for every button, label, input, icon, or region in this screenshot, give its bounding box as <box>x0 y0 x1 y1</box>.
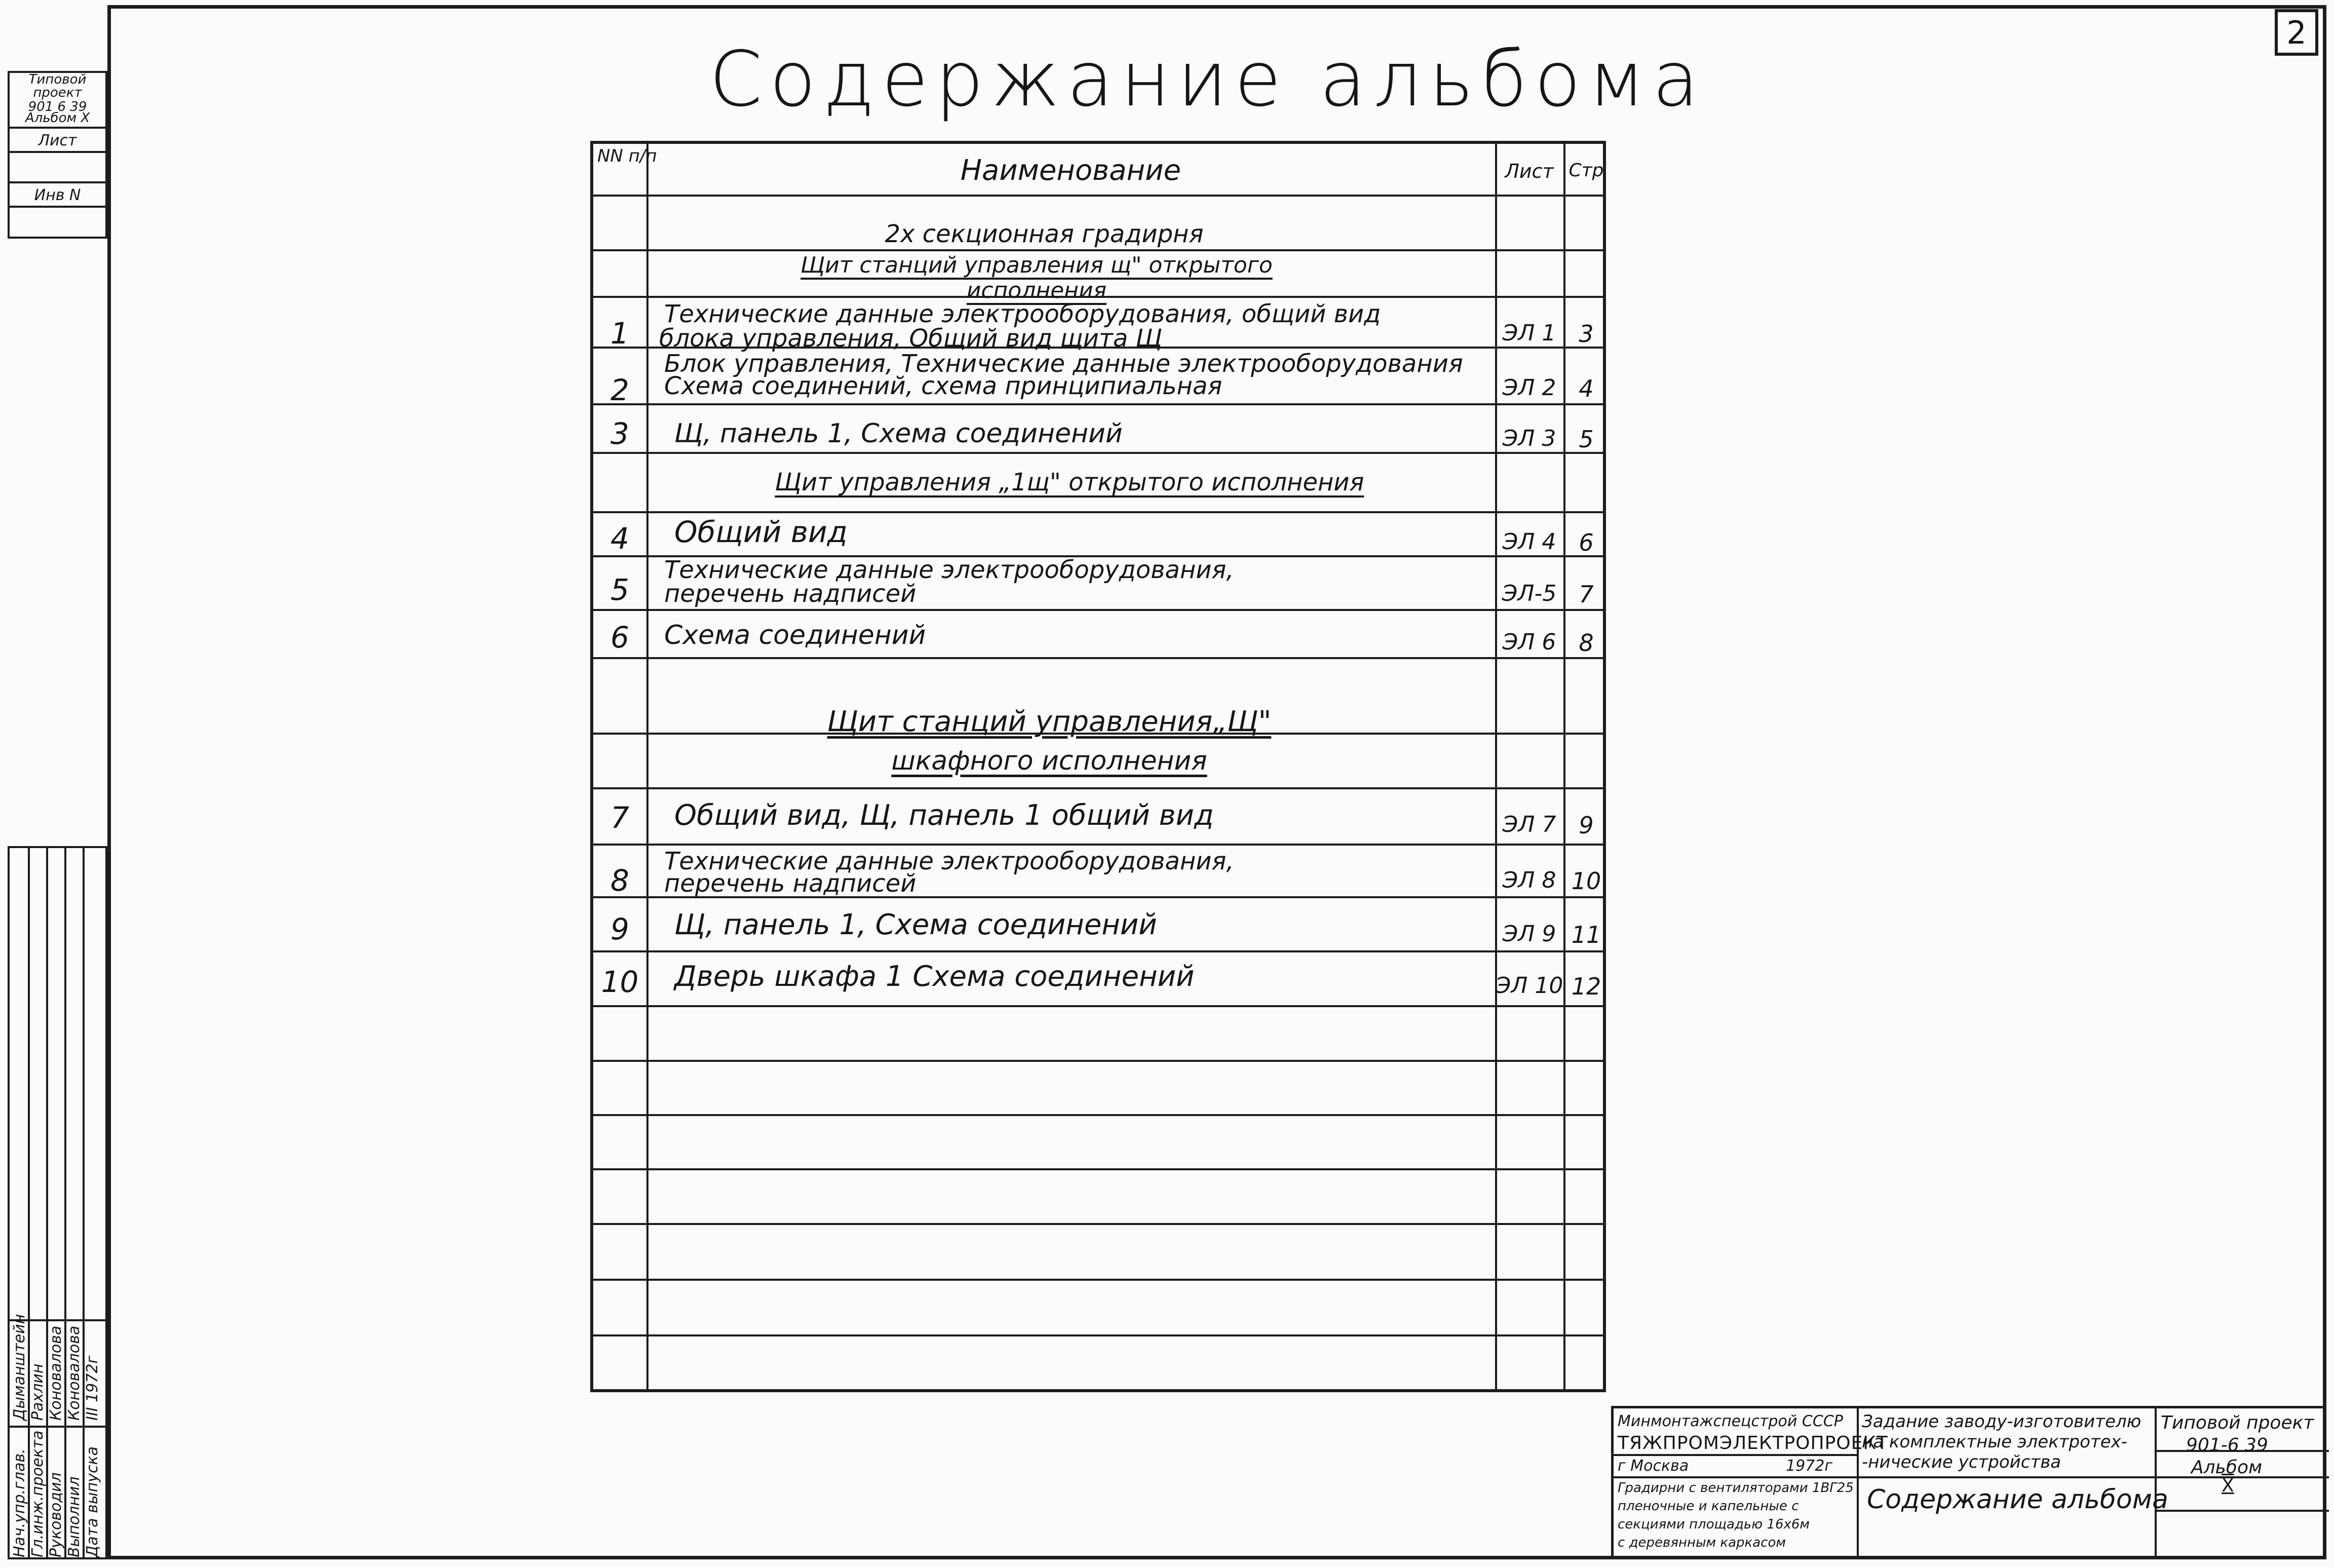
row-page: 9 <box>1579 812 1594 839</box>
task-line: -нические устройства <box>1862 1452 2061 1472</box>
row-name-line: блока управления, Общий вид щита Щ <box>659 324 1163 353</box>
row-name-line: Общий вид <box>674 515 848 549</box>
header-num: NN п/п <box>597 146 657 166</box>
row-page: 12 <box>1571 973 1601 1000</box>
row-num: 2 <box>610 373 629 407</box>
section-title: Щит станций управления щ" открытого исполнения <box>800 252 1273 303</box>
contents-table <box>590 141 1606 1392</box>
row-name-line: Технические данные электрооборудования, <box>664 847 1234 875</box>
left-album-label: Альбом X <box>25 110 90 126</box>
row-num: 7 <box>610 800 629 835</box>
task-line: на комплектные электротех- <box>1862 1432 2128 1452</box>
row-sheet: ЭЛ 10 <box>1495 973 1563 999</box>
row-page: 4 <box>1579 375 1594 402</box>
project-label: Типовой проект <box>2161 1412 2314 1433</box>
role-2: Гл.инж.проекта <box>29 1430 47 1557</box>
album-number: X <box>2222 1475 2234 1496</box>
project-number: 901-6 39 <box>2186 1435 2268 1456</box>
row-page: 8 <box>1579 629 1594 657</box>
row-num: 10 <box>601 965 639 999</box>
name-4: Коновалова <box>65 1325 83 1421</box>
row-name-line: Дверь шкафа 1 Схема соединений <box>674 960 1195 993</box>
org-ministry: Минмонтажспецстрой СССР <box>1618 1412 1843 1430</box>
row-num: 1 <box>610 316 629 351</box>
row-num: 3 <box>610 416 629 451</box>
row-sheet: ЭЛ 7 <box>1502 812 1556 837</box>
role-1: Нач.упр.глав. <box>11 1448 28 1557</box>
row-page: 6 <box>1579 529 1594 556</box>
row-sheet: ЭЛ 2 <box>1502 375 1556 401</box>
header-name: Наименование <box>960 154 1181 187</box>
row-num: 8 <box>610 863 629 898</box>
org-city: г Москва <box>1618 1457 1689 1475</box>
row-name-line: Щ, панель 1, Схема соединений <box>674 418 1123 449</box>
role-3: Руководил <box>47 1472 65 1557</box>
row-sheet: ЭЛ 8 <box>1502 867 1556 893</box>
row-name-line: Блок управления, Технические данные электрооборудования <box>664 350 1463 378</box>
section-title: 2х секционная градирня <box>885 220 1204 248</box>
title-block <box>1611 1406 2326 1559</box>
row-page: 10 <box>1571 867 1601 895</box>
left-project-number: 901 6 39 <box>28 99 87 114</box>
row-name-line: Технические данные электрооборудования, общий вид <box>664 300 1381 328</box>
desc-line: секциями площадью 16х6м <box>1618 1517 1810 1532</box>
row-num: 6 <box>610 620 629 655</box>
sheet-number: 2 <box>2275 9 2318 56</box>
row-num: 4 <box>610 521 629 556</box>
name-1: Дыманштейн <box>11 1314 28 1421</box>
left-sheet-label: Лист <box>8 127 107 151</box>
desc-line: пленочные и капельные с <box>1618 1499 1799 1514</box>
page-title: Содержание альбома <box>709 35 1706 124</box>
left-project-label: Типовой проект <box>8 71 107 101</box>
org-year: 1972г <box>1786 1457 1833 1475</box>
row-name-line: перечень надписей <box>664 580 916 608</box>
row-page: 5 <box>1579 426 1594 453</box>
section-title: Щит станций управления„Щ" <box>827 705 1272 738</box>
row-page: 11 <box>1571 921 1601 948</box>
signature-block <box>8 846 107 1559</box>
row-name-line: Схема соединений, схема принципиальная <box>664 372 1222 400</box>
row-name-line: Схема соединений <box>664 620 926 651</box>
left-inv-value <box>8 206 107 239</box>
section-title: шкафного исполнения <box>891 746 1207 776</box>
name-3: Коновалова <box>47 1325 65 1421</box>
row-name-line: перечень надписей <box>664 869 916 898</box>
task-line: Задание заводу-изготовителю <box>1862 1411 2141 1432</box>
desc-line: Градирни с вентиляторами 1BГ25 <box>1618 1480 1854 1496</box>
row-sheet: ЭЛ 4 <box>1502 529 1556 555</box>
name-5: III 1972г <box>84 1355 101 1421</box>
section-title: Щит управления „1щ" открытого исполнения <box>775 468 1364 496</box>
row-sheet: ЭЛ 6 <box>1502 629 1556 655</box>
name-2: Рахлин <box>29 1363 47 1421</box>
left-inv-label: Инв N <box>8 181 107 206</box>
row-name-line: Технические данные электрооборудования, <box>664 556 1234 584</box>
row-sheet: ЭЛ 9 <box>1502 921 1556 947</box>
row-num: 5 <box>610 572 629 607</box>
role-5: Дата выпуска <box>84 1446 101 1557</box>
left-sheet-value <box>8 151 107 181</box>
header-sheet: Лист <box>1505 160 1554 182</box>
role-4: Выполнил <box>65 1476 83 1557</box>
left-project-number-cell <box>8 101 107 127</box>
doc-title: Содержание альбома <box>1867 1484 2168 1515</box>
row-sheet: ЭЛ 1 <box>1502 320 1556 346</box>
row-name-line: Общий вид, Щ, панель 1 общий вид <box>674 799 1214 832</box>
row-page: 3 <box>1579 320 1594 348</box>
desc-line: с деревянным каркасом <box>1618 1535 1786 1550</box>
row-name-line: Щ, панель 1, Схема соединений <box>674 908 1157 941</box>
row-sheet: ЭЛ-5 <box>1502 581 1557 606</box>
header-page: Стр <box>1568 160 1604 181</box>
org-institute: ТЯЖПРОМЭЛЕКТРОПРОЕКТ <box>1618 1433 1888 1454</box>
row-page: 7 <box>1579 581 1594 608</box>
row-num: 9 <box>610 912 629 946</box>
album-label: Альбом <box>2191 1457 2263 1478</box>
row-sheet: ЭЛ 3 <box>1502 426 1556 451</box>
